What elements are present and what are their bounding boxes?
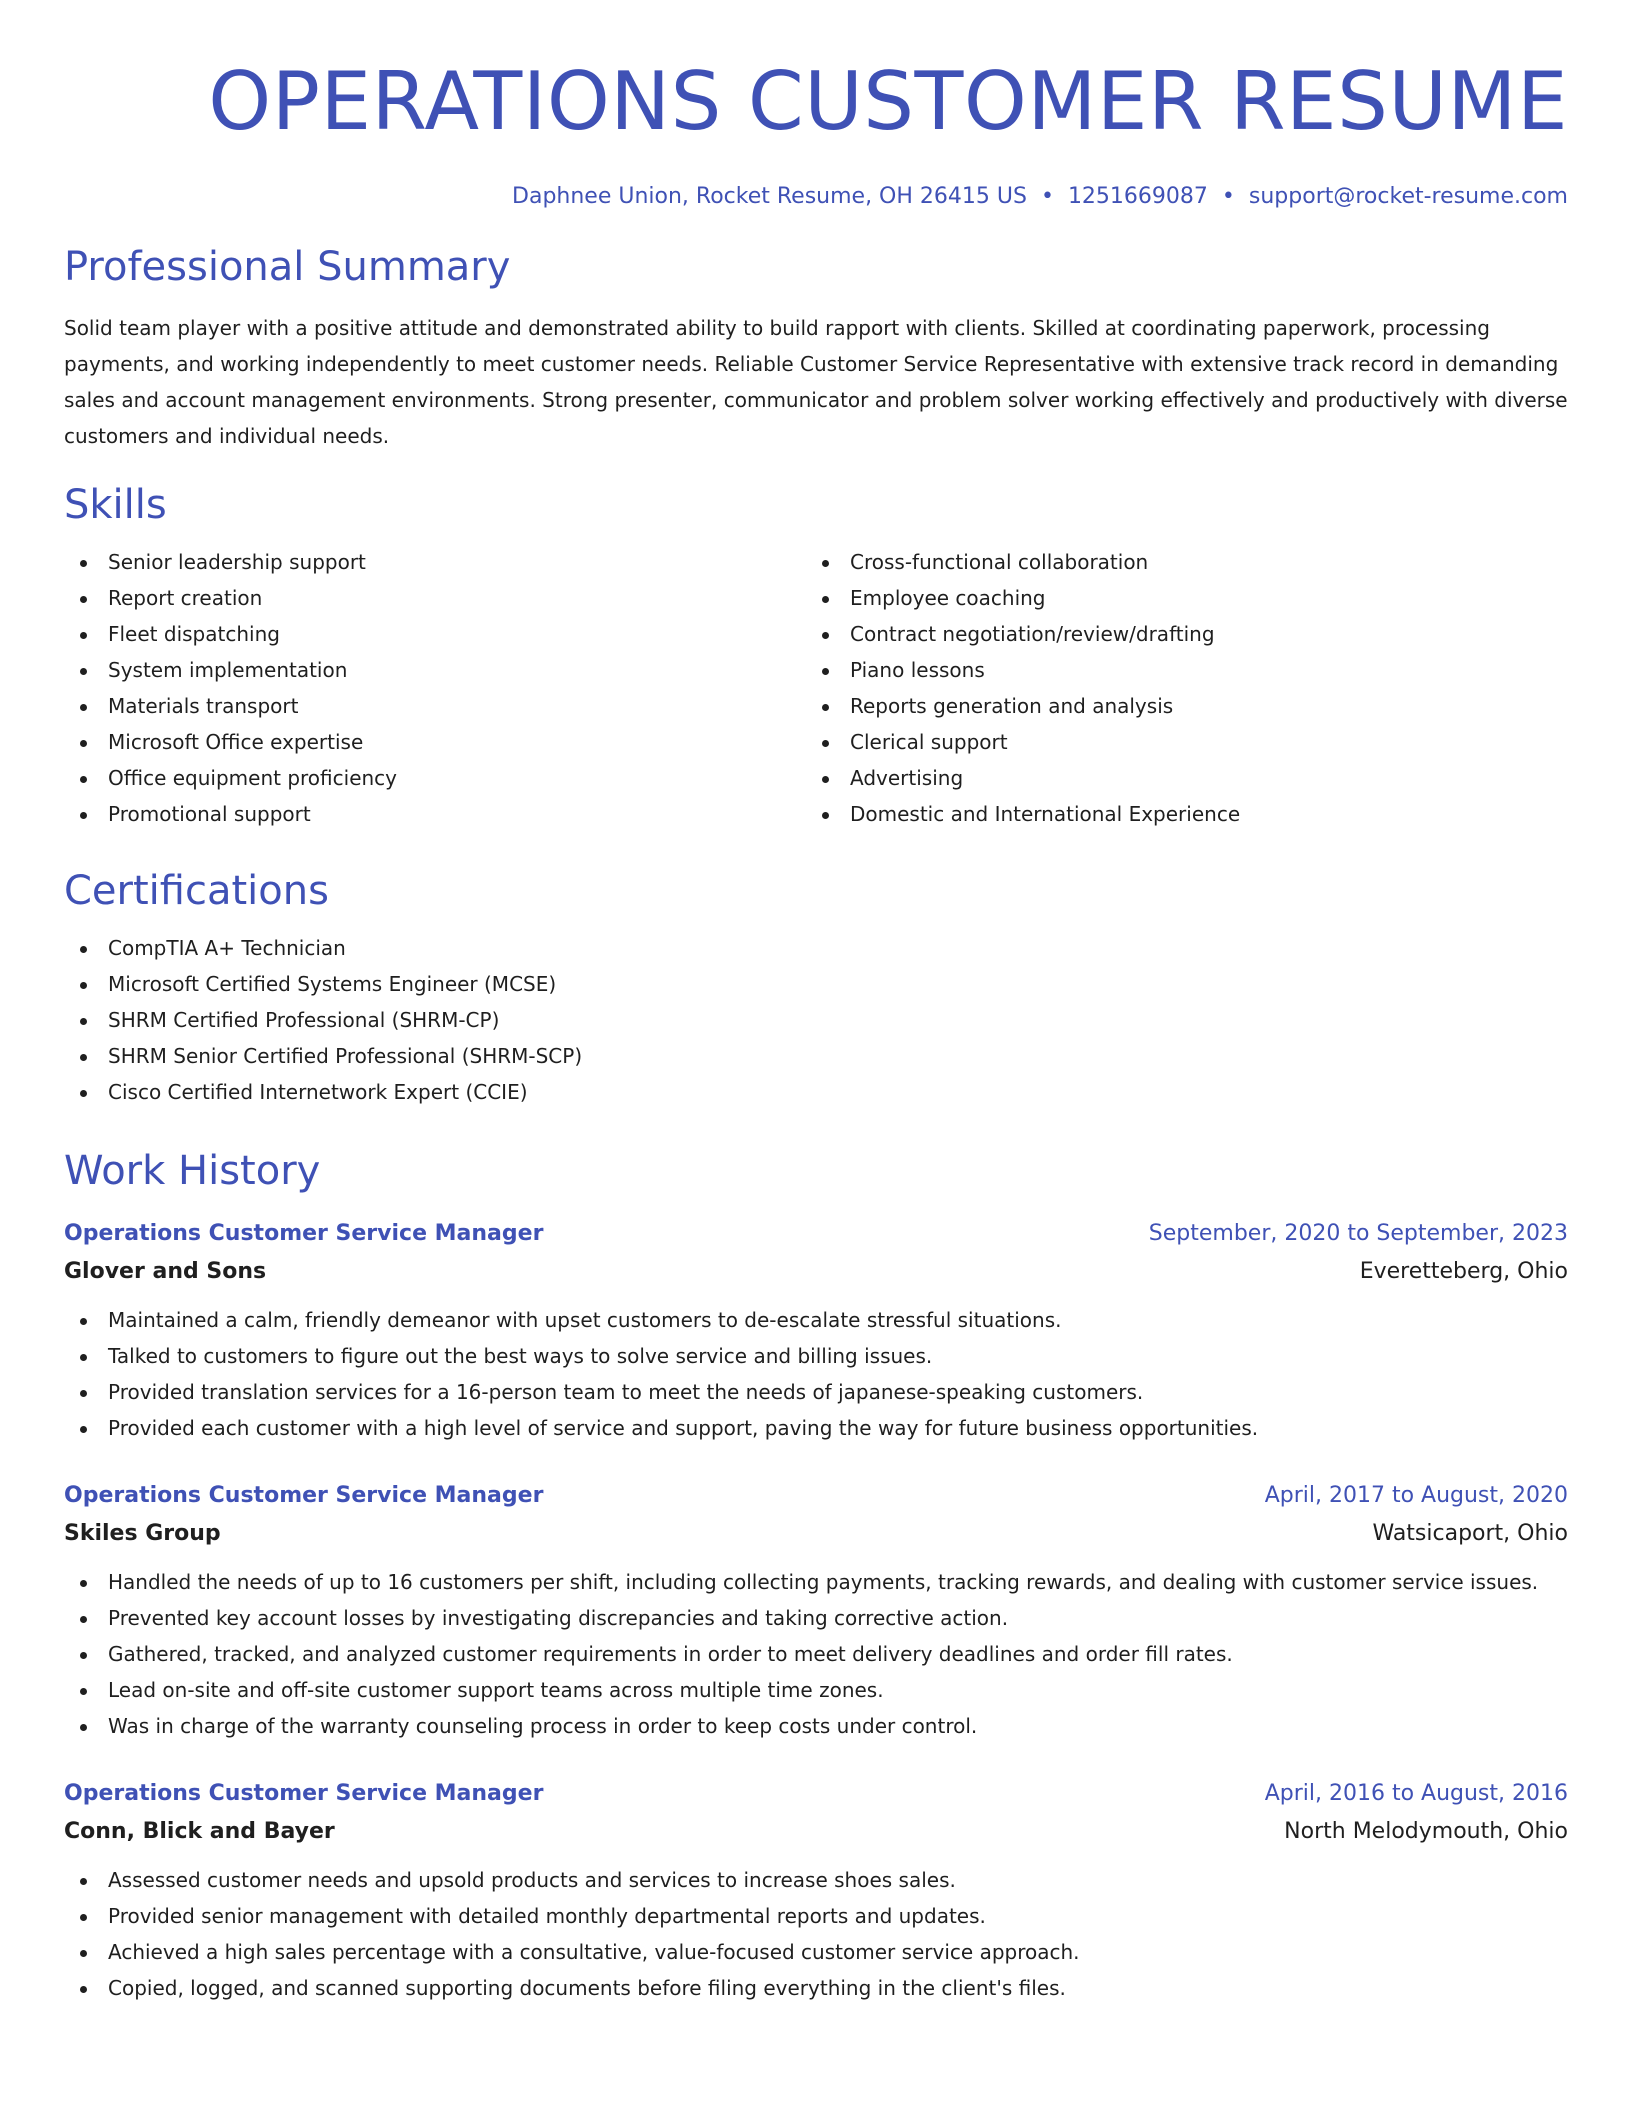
certification-item: CompTIA A+ Technician bbox=[64, 930, 1568, 966]
skill-item: Fleet dispatching bbox=[64, 616, 806, 652]
section-heading-skills: Skills bbox=[64, 482, 167, 528]
certification-item: SHRM Certified Professional (SHRM-CP) bbox=[64, 1002, 1568, 1038]
skill-item: Office equipment proficiency bbox=[64, 760, 806, 796]
certification-item: SHRM Senior Certified Professional (SHRM-SCP) bbox=[64, 1038, 1568, 1074]
contact-email[interactable]: support@rocket-resume.com bbox=[1248, 184, 1568, 209]
job-duty-item: Provided translation services for a 16-person team to meet the needs of japanese-speaking customers. bbox=[64, 1374, 1568, 1410]
job-duties-list bbox=[64, 1862, 1568, 2006]
job-duties-list bbox=[64, 1302, 1568, 1446]
job-entry bbox=[64, 1776, 1568, 2006]
skill-item: Reports generation and analysis bbox=[806, 688, 1548, 724]
skill-item: Report creation bbox=[64, 580, 806, 616]
job-company: Skiles Group bbox=[64, 1521, 221, 1546]
job-duty-item: Lead on-site and off-site customer support teams across multiple time zones. bbox=[64, 1672, 1568, 1708]
contact-line bbox=[64, 180, 1568, 214]
job-duty-item: Was in charge of the warranty counseling process in order to keep costs under control. bbox=[64, 1708, 1568, 1744]
job-duty-item: Provided each customer with a high level of service and support, paving the way for future business opportunities. bbox=[64, 1410, 1568, 1446]
job-title-row bbox=[64, 1478, 1568, 1514]
job-dates: September, 2020 to September, 2023 bbox=[1148, 1221, 1568, 1246]
skill-item: Contract negotiation/review/drafting bbox=[806, 616, 1548, 652]
skill-item: Advertising bbox=[806, 760, 1548, 796]
job-duty-item: Maintained a calm, friendly demeanor with upset customers to de-escalate stressful situations. bbox=[64, 1302, 1568, 1338]
summary-text: Solid team player with a positive attitude and demonstrated ability to build rapport with clients. Skilled at coordinating paperwork, processing payments, and working independently to meet customer needs. Reliable Customer Service Representative with extensive track record in demanding sales and account management environments. Strong presenter, communicator and problem solver working effectively and productively with diverse customers and individual needs. bbox=[64, 316, 1568, 448]
skill-item: Microsoft Office expertise bbox=[64, 724, 806, 760]
skill-item: Piano lessons bbox=[806, 652, 1548, 688]
job-duty-item: Achieved a high sales percentage with a consultative, value-focused customer service approach. bbox=[64, 1934, 1568, 1970]
job-title-row bbox=[64, 1776, 1568, 1812]
section-heading-certifications: Certifications bbox=[64, 868, 329, 914]
job-company-row bbox=[64, 1252, 1568, 1292]
skill-item: Senior leadership support bbox=[64, 544, 806, 580]
skills-list-right bbox=[806, 544, 1548, 832]
job-title: Operations Customer Service Manager bbox=[64, 1483, 544, 1508]
job-location: North Melodymouth, Ohio bbox=[1284, 1819, 1568, 1844]
job-title: Operations Customer Service Manager bbox=[64, 1781, 544, 1806]
skill-item: Materials transport bbox=[64, 688, 806, 724]
skills-grid bbox=[64, 544, 1568, 832]
skills-section bbox=[64, 478, 1568, 832]
skill-item: Domestic and International Experience bbox=[806, 796, 1548, 832]
work-history-section bbox=[64, 1144, 1568, 2006]
job-duty-item: Prevented key account losses by investigating discrepancies and taking corrective action. bbox=[64, 1600, 1568, 1636]
job-company: Conn, Blick and Bayer bbox=[64, 1819, 335, 1844]
job-dates: April, 2016 to August, 2016 bbox=[1264, 1781, 1568, 1806]
page-title: OPERATIONS CUSTOMER RESUME bbox=[208, 55, 1568, 148]
skill-item: Cross-functional collaboration bbox=[806, 544, 1548, 580]
skills-list-left bbox=[64, 544, 806, 832]
contact-separator: • bbox=[1221, 184, 1235, 209]
summary-section bbox=[64, 240, 1568, 454]
skill-item: Employee coaching bbox=[806, 580, 1548, 616]
certifications-section bbox=[64, 864, 1568, 1110]
job-entry bbox=[64, 1478, 1568, 1744]
certification-item: Cisco Certified Internetwork Expert (CCIE) bbox=[64, 1074, 1568, 1110]
job-title-row bbox=[64, 1216, 1568, 1252]
job-dates: April, 2017 to August, 2020 bbox=[1264, 1483, 1568, 1508]
job-duty-item: Assessed customer needs and upsold products and services to increase shoes sales. bbox=[64, 1862, 1568, 1898]
skills-column-left bbox=[64, 544, 806, 832]
job-company-row bbox=[64, 1514, 1568, 1554]
section-heading-work-history: Work History bbox=[64, 1148, 321, 1194]
job-title: Operations Customer Service Manager bbox=[64, 1221, 544, 1246]
contact-address: Daphnee Union, Rocket Resume, OH 26415 US bbox=[512, 184, 1027, 209]
job-duty-item: Handled the needs of up to 16 customers per shift, including collecting payments, tracking rewards, and dealing with customer service issues. bbox=[64, 1564, 1568, 1600]
contact-separator: • bbox=[1040, 184, 1054, 209]
certifications-list bbox=[64, 930, 1568, 1110]
job-duty-item: Copied, logged, and scanned supporting documents before filing everything in the client's files. bbox=[64, 1970, 1568, 2006]
contact-phone: 1251669087 bbox=[1067, 184, 1208, 209]
job-duty-item: Talked to customers to figure out the best ways to solve service and billing issues. bbox=[64, 1338, 1568, 1374]
resume-header bbox=[64, 52, 1568, 214]
skills-column-right bbox=[806, 544, 1548, 832]
skill-item: System implementation bbox=[64, 652, 806, 688]
job-location: Watsicaport, Ohio bbox=[1372, 1521, 1568, 1546]
job-location: Everetteberg, Ohio bbox=[1359, 1259, 1568, 1284]
job-duties-list bbox=[64, 1564, 1568, 1744]
skill-item: Clerical support bbox=[806, 724, 1548, 760]
certification-item: Microsoft Certified Systems Engineer (MCSE) bbox=[64, 966, 1568, 1002]
section-heading-summary: Professional Summary bbox=[64, 244, 511, 290]
job-entry bbox=[64, 1216, 1568, 1446]
job-duty-item: Gathered, tracked, and analyzed customer requirements in order to meet delivery deadlines and order fill rates. bbox=[64, 1636, 1568, 1672]
job-duty-item: Provided senior management with detailed monthly departmental reports and updates. bbox=[64, 1898, 1568, 1934]
skill-item: Promotional support bbox=[64, 796, 806, 832]
job-company-row bbox=[64, 1812, 1568, 1852]
job-company: Glover and Sons bbox=[64, 1259, 267, 1284]
